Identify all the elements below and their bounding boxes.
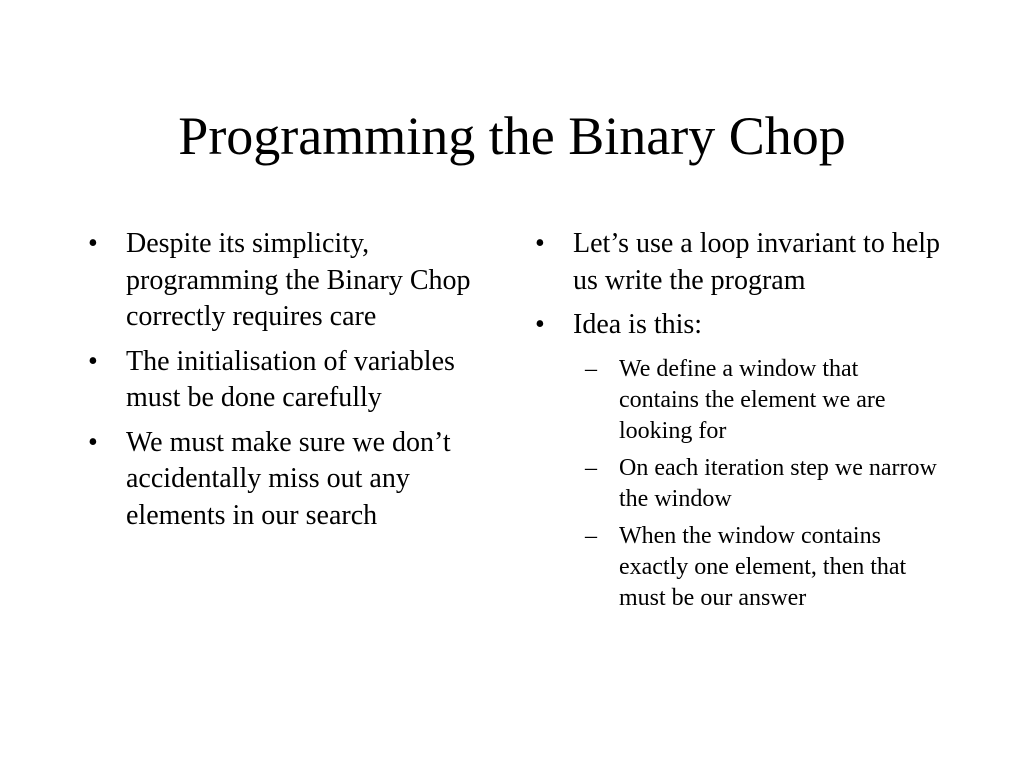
bullet-marker: • bbox=[88, 426, 98, 458]
sub-bullet-marker: – bbox=[585, 355, 597, 382]
bullet-text: Let’s use a loop invariant to help us write the program bbox=[573, 228, 941, 296]
bullet-marker: • bbox=[535, 309, 545, 340]
bullet-item bbox=[532, 307, 942, 614]
bullet-item bbox=[85, 226, 505, 336]
bullet-marker: • bbox=[535, 228, 545, 259]
sub-bullet-item bbox=[577, 521, 942, 614]
sub-bullet-marker: – bbox=[585, 522, 597, 549]
slide-title: Programming the Binary Chop bbox=[178, 106, 846, 166]
bullet-marker: • bbox=[88, 345, 98, 377]
sub-bullet-list bbox=[573, 354, 942, 614]
bullet-item bbox=[85, 425, 505, 535]
right-bullet-list bbox=[532, 226, 942, 622]
sub-bullet-item bbox=[577, 354, 942, 447]
sub-bullet-text: When the window contains exactly one element, then that must be our answer bbox=[619, 522, 907, 611]
sub-bullet-text: On each iteration step we narrow the window bbox=[619, 454, 937, 512]
sub-bullet-text: We define a window that contains the element we are looking for bbox=[619, 355, 886, 444]
bullet-text: The initialisation of variables must be done carefully bbox=[126, 345, 455, 413]
bullet-marker: • bbox=[88, 228, 98, 259]
sub-bullet-marker: – bbox=[585, 454, 597, 481]
bullet-item bbox=[532, 226, 942, 299]
bullet-text: We must make sure we don’t accidentally miss out any elements in our search bbox=[126, 426, 451, 531]
bullet-item bbox=[85, 344, 505, 417]
left-bullet-list bbox=[85, 226, 505, 542]
sub-bullet-item bbox=[577, 453, 942, 515]
bullet-text: Despite its simplicity, programming the Binary Chop correctly requires care bbox=[126, 228, 471, 332]
bullet-text: Idea is this: bbox=[573, 309, 703, 340]
